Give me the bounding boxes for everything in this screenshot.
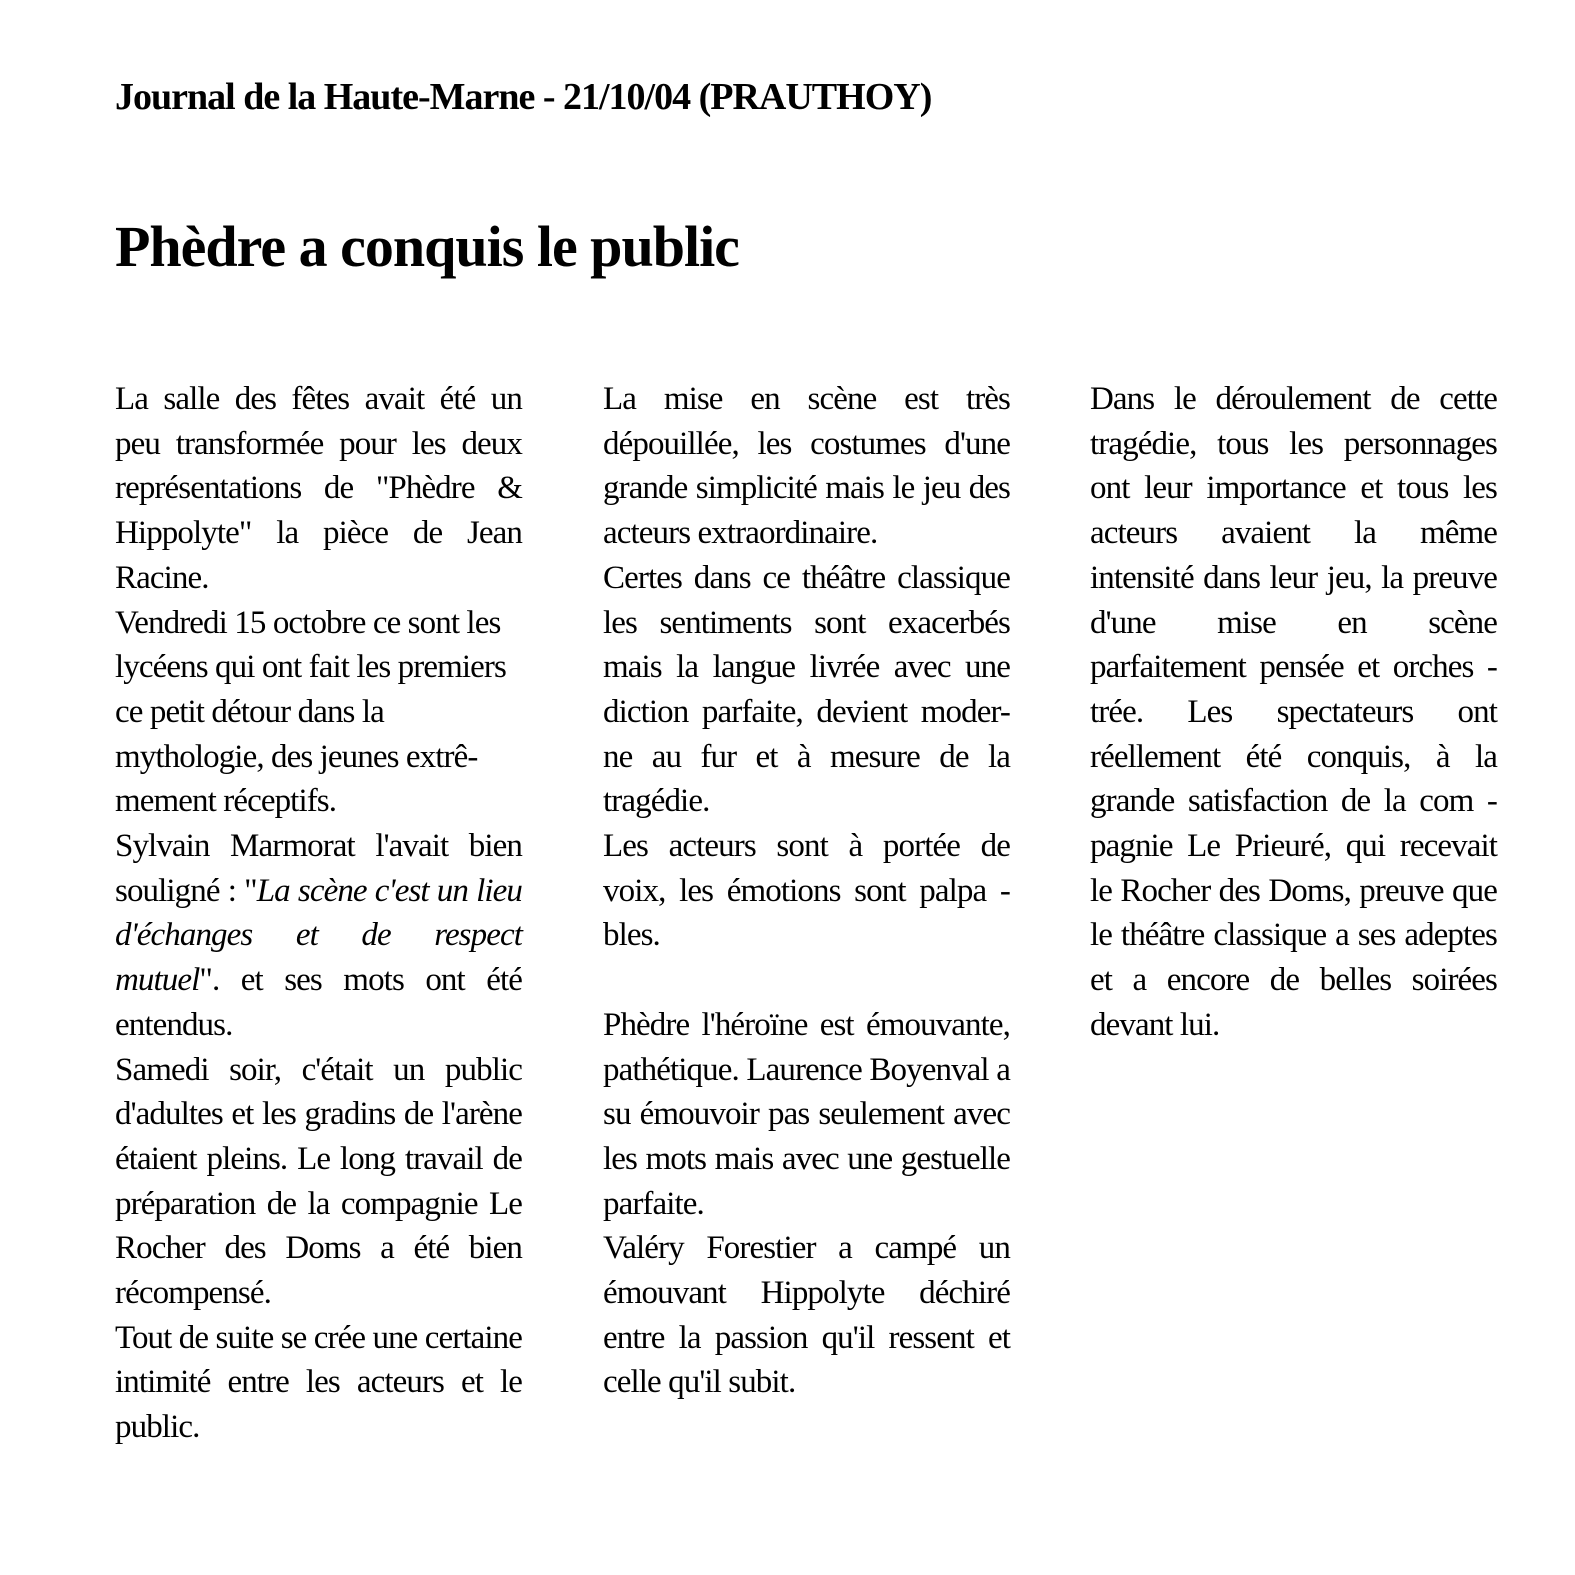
- paragraph: Dans le déroulement de cette tragédie, tous les personnages ont leur importance et tous les acteurs avaient la même intensité dans leur jeu, la preuve d'une mise en scène parfaitement pensée et orches -trée. Les spectateurs ont réellement été conquis, à la grande satisfaction de la com -pagnie Le Prieuré, qui recevait le Rocher des Doms, preuve que le théâtre classique a ses adeptes et a encore de belles soirées devant lui.: [1090, 381, 1497, 1043]
- quote-lead: Sylvain Marmorat l'avait bien souligné : ": [115, 828, 522, 909]
- paragraph: La salle des fêtes avait été un peu transformée pour les deux représentations de "Phèdre & Hippolyte" la pièce de Jean Racine.: [115, 381, 522, 596]
- paragraph: Tout de suite se crée une certaine intimité entre les acteurs et le public.: [115, 1319, 522, 1446]
- article-column-3: [1090, 377, 1497, 1048]
- paragraph-gap: [603, 958, 1010, 1003]
- article-column-2: [603, 377, 1010, 1405]
- paragraph: Vendredi 15 octobre ce sont les lycéens qui ont fait les premiers ce petit détour dans la mythologie, des jeunes extrê-: [115, 604, 506, 775]
- paragraph: La mise en scène est très dépouillée, les costumes d'une grande simplicité mais le jeu des acteurs extraordinaire.: [603, 381, 1010, 552]
- paragraph-quote: [115, 824, 522, 1048]
- paragraph-continuation: mement réceptifs.: [115, 783, 337, 820]
- article-column-1: [115, 377, 522, 1450]
- quote-tail: ". et ses mots ont été entendus.: [115, 962, 522, 1043]
- paragraph: Les acteurs sont à portée de voix, les émotions sont palpa -bles.: [603, 828, 1010, 954]
- paragraph: Phèdre l'héroïne est émouvante, pathétique. Laurence Boyenval a su émouvoir pas seulement avec les mots mais avec une gestuelle parfaite.: [603, 1006, 1010, 1222]
- paragraph: Valéry Forestier a campé un émouvant Hippolyte déchiré entre la passion qu'il ressent et celle qu'il subit.: [603, 1230, 1010, 1401]
- headline: Phèdre a conquis le public: [115, 214, 739, 279]
- paragraph: Samedi soir, c'était un public d'adultes et les gradins de l'arène étaient pleins. Le long travail de préparation de la compagnie Le Rocher des Doms a été bien récompensé.: [115, 1051, 522, 1312]
- quote-text: La scène c'est un lieu d'échanges et de respect mutuel: [115, 872, 522, 999]
- paragraph: Certes dans ce théâtre classique les sentiments sont exacerbés mais la langue livrée avec une diction parfaite, devient moder-ne au fur et à mesure de la tragédie.: [603, 559, 1010, 820]
- source-line: Journal de la Haute-Marne - 21/10/04 (PRAUTHOY): [115, 76, 932, 118]
